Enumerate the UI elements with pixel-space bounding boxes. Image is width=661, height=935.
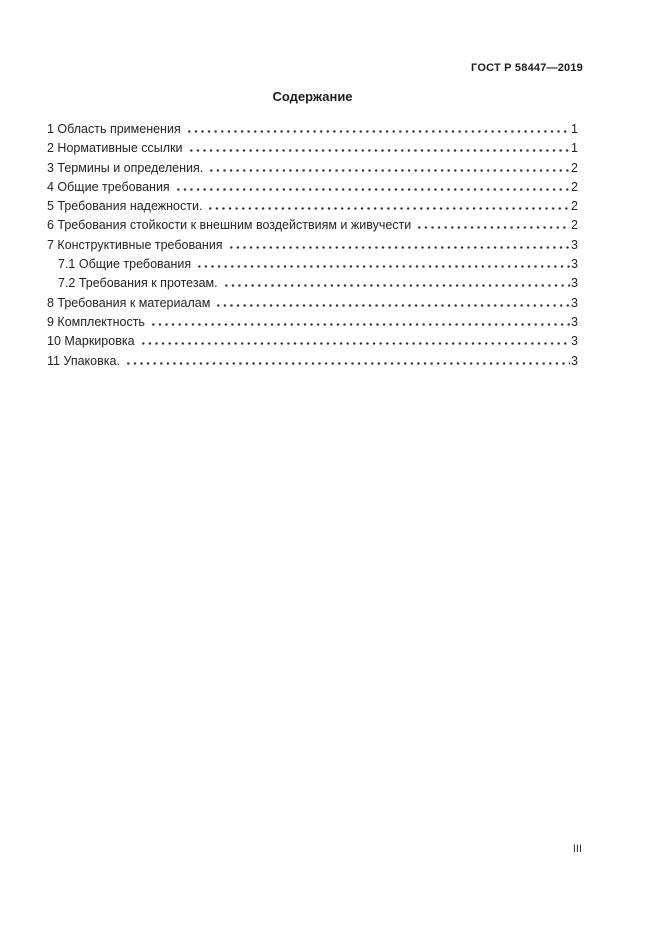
toc-entry-label: 11 Упаковка. [47, 353, 120, 368]
dot-leader [173, 180, 570, 191]
toc-entry [47, 139, 578, 158]
toc-entry-label: 7.2 Требования к протезам. [58, 276, 218, 291]
toc-entry [47, 216, 578, 235]
toc-entry [47, 294, 578, 313]
dot-leader [213, 296, 570, 307]
toc-entry [47, 236, 578, 255]
toc-entry-page-number: 2 [571, 199, 578, 214]
page-title: Содержание [272, 89, 353, 104]
toc-entry [47, 274, 578, 293]
toc-entry-label: 8 Требования к материалам [47, 295, 211, 310]
toc-entry-page-number: 3 [571, 353, 578, 368]
toc-entry [47, 255, 578, 274]
toc-entry-label: 5 Требования надежности. [47, 199, 203, 214]
toc-entry-page-number: 2 [571, 218, 578, 233]
dot-leader [206, 161, 570, 172]
toc-entry [47, 120, 578, 139]
toc-entry-label: 7.1 Общие требования [58, 257, 192, 272]
toc-entry [47, 332, 578, 351]
toc-entry-page-number: 1 [571, 122, 578, 136]
table-of-contents [47, 120, 578, 371]
standard-number: ГОСТ Р 58447—2019 [471, 62, 583, 74]
toc-entry-page-number: 2 [571, 179, 578, 194]
dot-leader [414, 218, 570, 229]
toc-entry-label: 10 Маркировка [47, 334, 135, 349]
toc-entry-page-number: 1 [571, 141, 578, 156]
dot-leader [221, 276, 570, 287]
toc-entry-label: 9 Комплектность [47, 314, 145, 329]
toc-entry-page-number: 2 [571, 160, 578, 175]
toc-entry-label: 6 Требования стойкости к внешним воздействиям и живучести [47, 218, 412, 233]
dot-leader [226, 238, 570, 249]
toc-entry-label: 1 Область применения [47, 122, 181, 136]
dot-leader [186, 141, 571, 152]
toc-entry-page-number: 3 [571, 257, 578, 272]
toc-entry-label: 4 Общие требования [47, 179, 170, 194]
toc-entry-page-number: 3 [571, 276, 578, 291]
toc-entry [47, 313, 578, 332]
toc-entry [47, 178, 578, 197]
toc-entry-label: 2 Нормативные ссылки [47, 141, 183, 156]
dot-leader [184, 122, 570, 133]
toc-entry-page-number: 3 [571, 295, 578, 310]
page-footer [47, 843, 582, 855]
page-number: III [572, 843, 582, 855]
dot-leader [205, 199, 570, 210]
dot-leader [194, 257, 570, 268]
dot-leader [123, 354, 570, 365]
document-header [47, 62, 583, 74]
toc-entry [47, 352, 578, 371]
toc-entry-page-number: 3 [571, 237, 578, 252]
toc-entry-label: 3 Термины и определения. [47, 160, 204, 175]
toc-entry [47, 197, 578, 216]
toc-entry [47, 159, 578, 178]
toc-entry-page-number: 3 [571, 314, 578, 329]
toc-entry-page-number: 3 [571, 334, 578, 349]
toc-entry-label: 7 Конструктивные требования [47, 237, 223, 252]
dot-leader [148, 315, 570, 326]
dot-leader [138, 334, 571, 345]
